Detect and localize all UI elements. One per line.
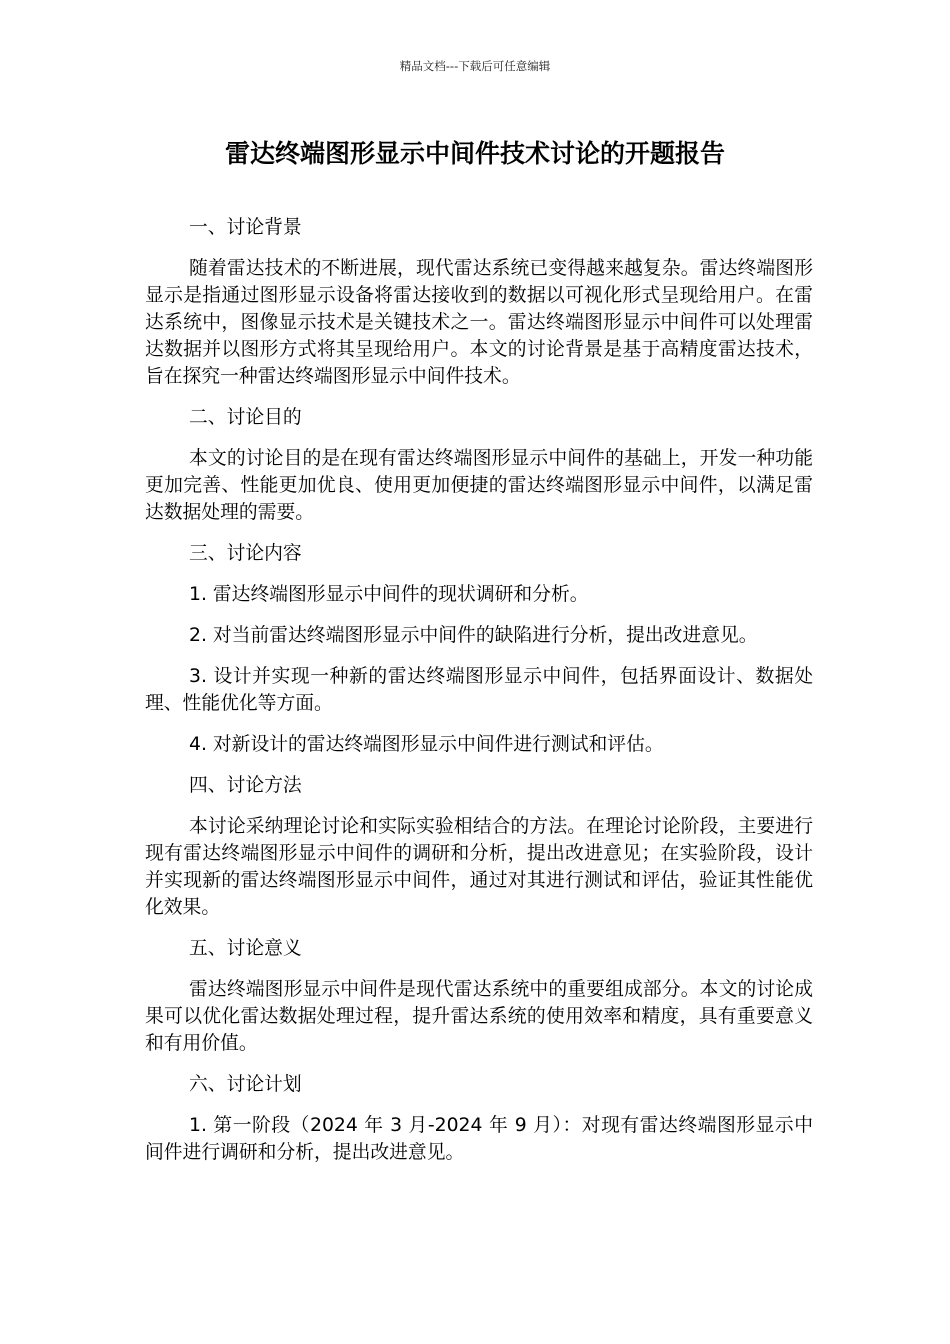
list-item-content-1: 1. 雷达终端图形显示中间件的现状调研和分析。: [189, 584, 589, 605]
paragraph-purpose: 本文的讨论目的是在现有雷达终端图形显示中间件的基础上，开发一种功能更加完善、性能更加优良、使用更加便捷的雷达终端图形显示中间件，以满足雷达数据处理的需要。: [145, 448, 813, 523]
paragraph-significance: 雷达终端图形显示中间件是现代雷达系统中的重要组成部分。本文的讨论成果可以优化雷达数据处理过程，提升雷达系统的使用效率和精度，具有重要意义和有用价值。: [145, 979, 813, 1054]
document-title: 雷达终端图形显示中间件技术讨论的开题报告: [224, 139, 725, 168]
header-note: 精品文档---下载后可任意编辑: [399, 59, 551, 73]
document-body: [145, 214, 813, 1180]
section-heading-method: 四、讨论方法: [189, 775, 302, 796]
paragraph-background: 随着雷达技术的不断进展，现代雷达系统已变得越来越复杂。雷达终端图形显示是指通过图形显示设备将雷达接收到的数据以可视化形式呈现给用户。在雷达系统中，图像显示技术是关键技术之一。雷达终端图形显示中间件可以处理雷达数据并以图形方式将其呈现给用户。本文的讨论背景是基于高精度雷达技术，旨在探究一种雷达终端图形显示中间件技术。: [145, 258, 813, 387]
section-heading-plan: 六、讨论计划: [189, 1074, 302, 1095]
paragraph-method: 本讨论采纳理论讨论和实际实验相结合的方法。在理论讨论阶段，主要进行现有雷达终端图形显示中间件的调研和分析，提出改进意见；在实验阶段，设计并实现新的雷达终端图形显示中间件，通过对其进行测试和评估，验证其性能优化效果。: [145, 816, 813, 918]
section-heading-content: 三、讨论内容: [189, 543, 302, 564]
section-heading-background: 一、讨论背景: [189, 217, 302, 238]
list-item-plan-1: 1. 第一阶段（2024 年 3 月-2024 年 9 月）：对现有雷达终端图形显示中间件进行调研和分析，提出改进意见。: [145, 1115, 813, 1163]
section-heading-significance: 五、讨论意义: [189, 938, 302, 959]
list-item-content-4: 4. 对新设计的雷达终端图形显示中间件进行测试和评估。: [189, 734, 664, 755]
list-item-content-2: 2. 对当前雷达终端图形显示中间件的缺陷进行分析，提出改进意见。: [189, 625, 758, 646]
list-item-content-3: 3. 设计并实现一种新的雷达终端图形显示中间件，包括界面设计、数据处理、性能优化等方面。: [145, 666, 813, 714]
section-heading-purpose: 二、讨论目的: [189, 407, 302, 428]
